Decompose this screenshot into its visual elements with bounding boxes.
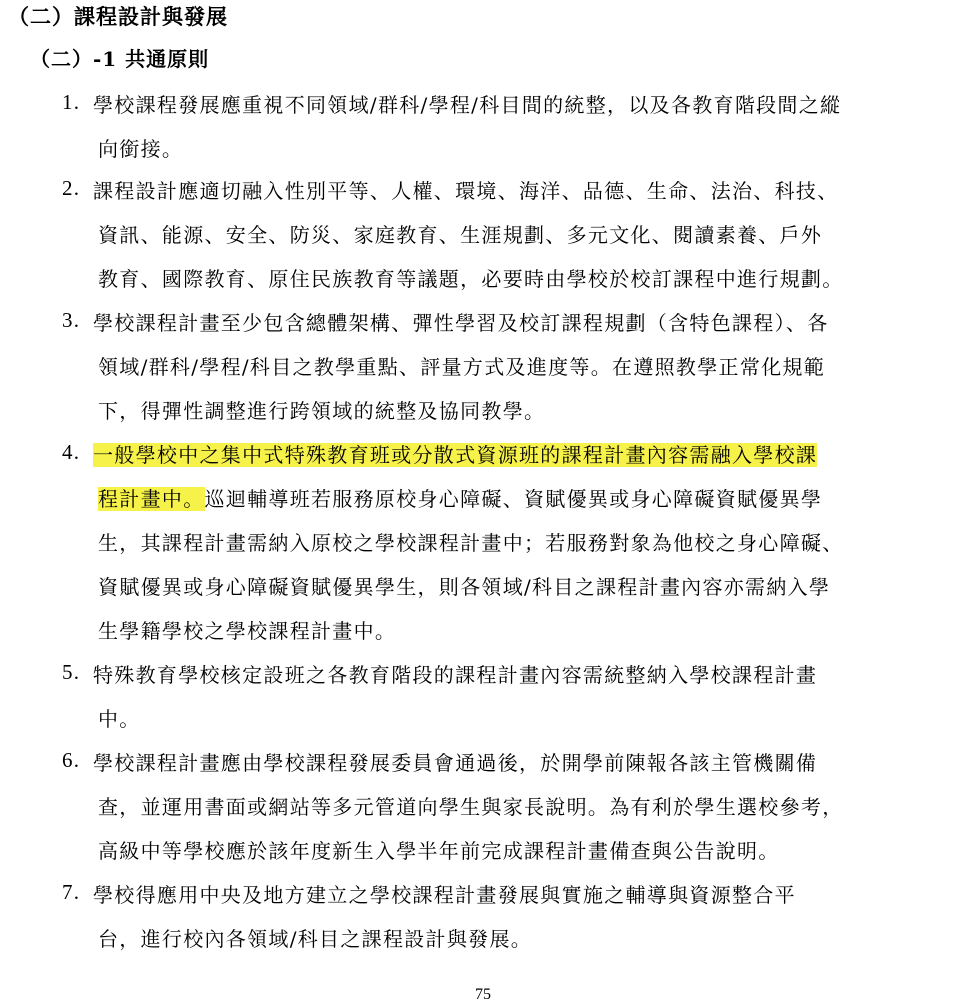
- item-text-line: 學校課程計畫至少包含總體架構、彈性學習及校訂課程規劃（含特色課程）、各: [93, 311, 829, 335]
- list-item-4: [62, 440, 918, 660]
- item-text-line: 教育、國際教育、原住民族教育等議題，必要時由學校於校訂課程中進行規劃。: [98, 267, 844, 291]
- item-text-line: 台，進行校內各領域/科目之課程設計與發展。: [98, 927, 533, 951]
- item-number: 6.: [62, 748, 81, 772]
- highlighted-text: 程計畫中。: [98, 487, 205, 511]
- list-item-6: [62, 748, 918, 880]
- item-text-line: 生，其課程計畫需納入原校之學校課程計畫中；若服務對象為他校之身心障礙、: [98, 531, 844, 555]
- item-text-line: 資賦優異或身心障礙資賦優異學生，則各領域/科目之課程計畫內容亦需納入學: [98, 575, 831, 599]
- item-number: 3.: [62, 308, 81, 332]
- item-text-line: 學校課程計畫應由學校課程發展委員會通過後，於開學前陳報各該主管機關備: [93, 751, 818, 775]
- subsection-heading: （二）-1 共通原則: [30, 47, 210, 71]
- item-number: 1.: [62, 90, 81, 114]
- list-item-2: [62, 176, 918, 308]
- list-item-3: [62, 308, 918, 440]
- item-text-line: 向銜接。: [98, 137, 184, 161]
- page-number: 75: [475, 986, 491, 1003]
- list-item-7: [62, 880, 918, 968]
- item-number: 2.: [62, 176, 81, 200]
- item-text-line: 查，並運用書面或網站等多元管道向學生與家長說明。為有利於學生選校參考，: [98, 795, 844, 819]
- section-heading: （二）課程設計與發展: [8, 4, 228, 29]
- item-number: 4.: [62, 440, 81, 464]
- item-text-segment: 巡迴輔導班若服務原校身心障礙、資賦優異或身心障礙資賦優異學: [204, 487, 823, 511]
- list-item-1: [62, 90, 918, 178]
- item-text-line: [62, 440, 918, 484]
- list-item-5: [62, 660, 918, 748]
- highlighted-text: 一般學校中之集中式特殊教育班或分散式資源班的課程計畫內容需融入學校課: [93, 443, 818, 467]
- item-text-line: 中。: [98, 707, 141, 731]
- item-text-line: 生學籍學校之學校課程計畫中。: [98, 619, 397, 643]
- item-number: 5.: [62, 660, 81, 684]
- item-text-line: 課程設計應適切融入性別平等、人權、環境、海洋、品德、生命、法治、科技、: [93, 179, 839, 203]
- item-text-line: 學校得應用中央及地方建立之學校課程計畫發展與實施之輔導與資源整合平: [93, 883, 796, 907]
- item-number: 7.: [62, 880, 81, 904]
- item-text-line: 下，得彈性調整進行跨領域的統整及協同教學。: [98, 399, 546, 423]
- item-text-line: 學校課程發展應重視不同領域/群科/學程/科目間的統整，以及各教育階段間之縱: [93, 93, 842, 117]
- item-text-line: 領域/群科/學程/科目之教學重點、評量方式及進度等。在遵照教學正常化規範: [98, 355, 826, 379]
- item-text-line: 特殊教育學校核定設班之各教育階段的課程計畫內容需統整納入學校課程計畫: [93, 663, 818, 687]
- item-text-line: 資訊、能源、安全、防災、家庭教育、生涯規劃、多元文化、閱讀素養、戶外: [98, 223, 823, 247]
- item-text-line: 高級中等學校應於該年度新生入學半年前完成課程計畫備查與公告說明。: [98, 839, 780, 863]
- item-text-line: [62, 484, 918, 528]
